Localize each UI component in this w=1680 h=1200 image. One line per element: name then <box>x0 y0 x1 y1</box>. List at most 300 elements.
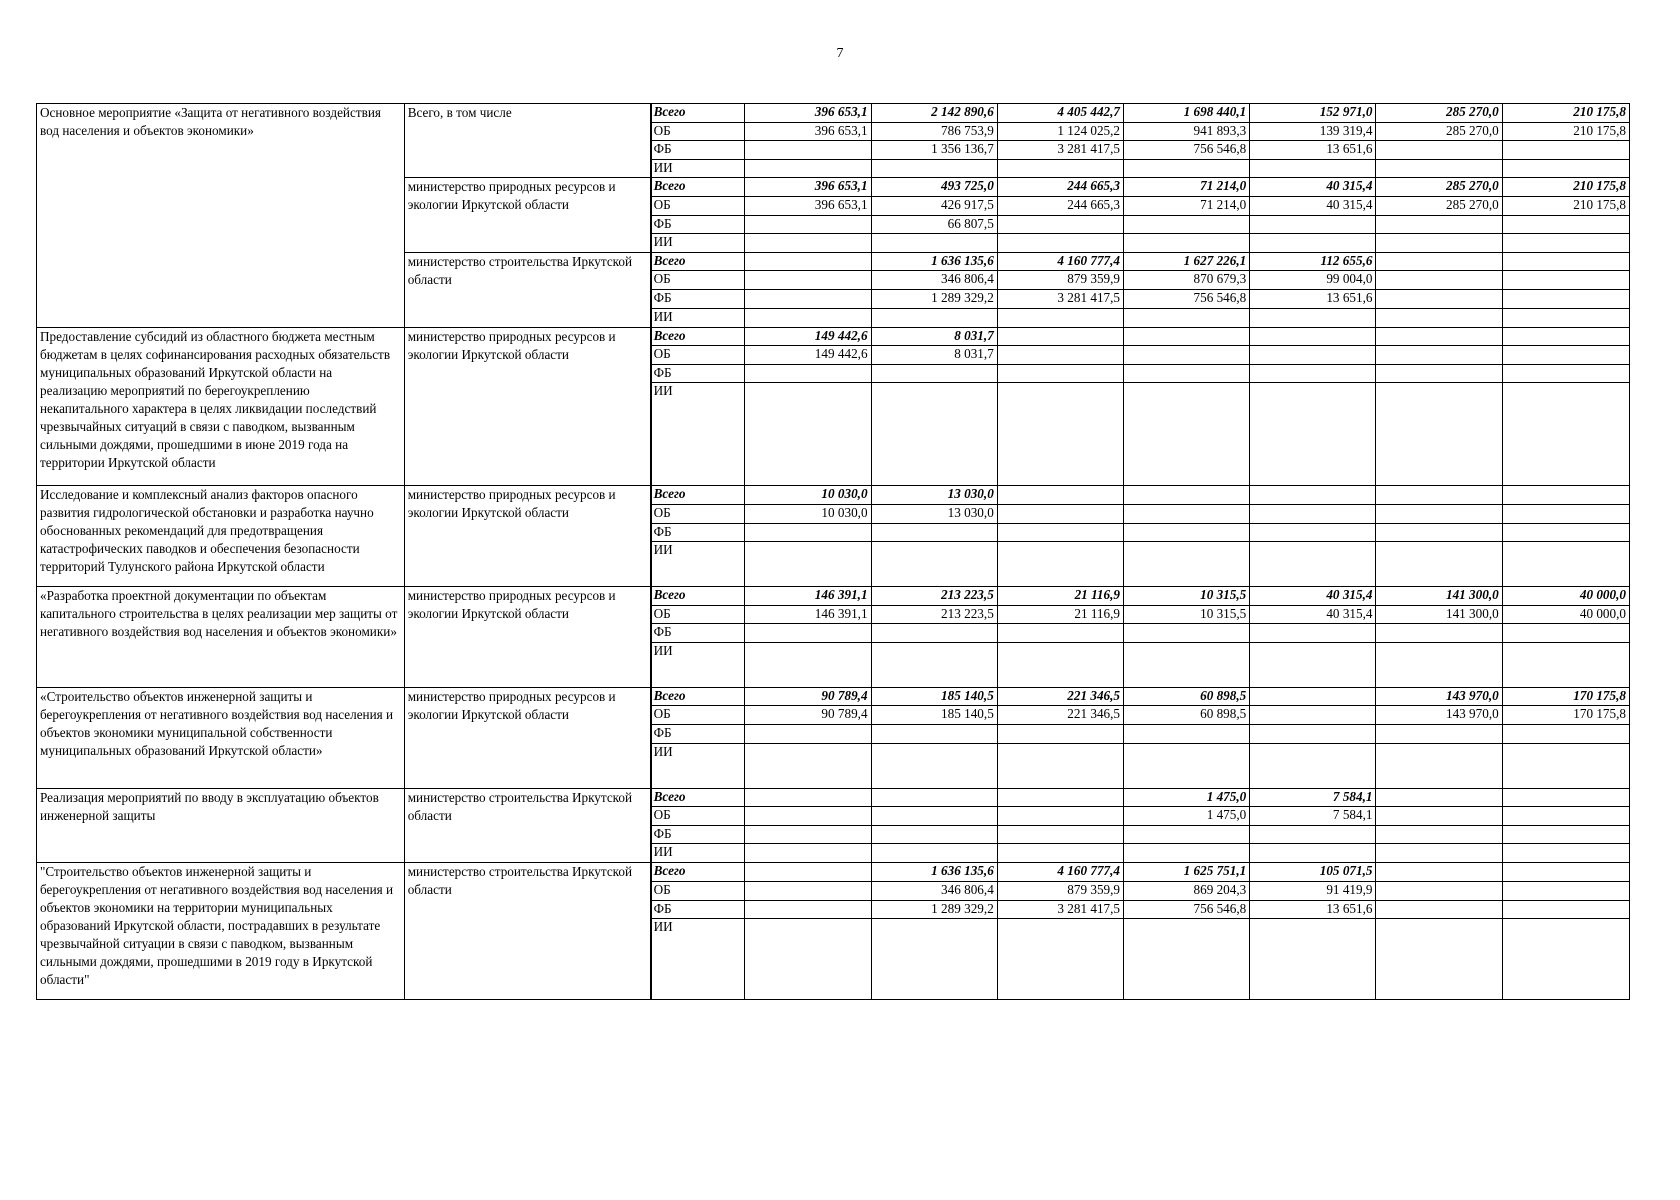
amount-cell <box>1376 234 1502 253</box>
funding-source: ФБ <box>651 725 745 744</box>
amount-cell: 60 898,5 <box>1124 687 1250 706</box>
amount-cell: 285 270,0 <box>1376 196 1502 215</box>
amount-cell <box>1250 346 1376 365</box>
amount-cell <box>997 504 1123 523</box>
amount-cell: 4 405 442,7 <box>997 104 1123 123</box>
amount-cell <box>1502 271 1629 290</box>
amount-cell <box>871 788 997 807</box>
amount-cell <box>871 844 997 863</box>
amount-cell: 1 636 135,6 <box>871 252 997 271</box>
funding-source: Всего <box>651 327 745 346</box>
amount-cell <box>997 346 1123 365</box>
amount-cell: 7 584,1 <box>1250 807 1376 826</box>
amount-cell <box>1376 788 1502 807</box>
executor-name: министерство природных ресурсов и экологии Иркутской области <box>404 327 650 486</box>
amount-cell: 285 270,0 <box>1376 104 1502 123</box>
amount-cell: 210 175,8 <box>1502 196 1629 215</box>
amount-cell <box>997 486 1123 505</box>
amount-cell <box>1124 844 1250 863</box>
amount-cell <box>1502 141 1629 160</box>
amount-cell <box>745 743 871 788</box>
funding-source: ИИ <box>651 919 745 1000</box>
amount-cell <box>1376 900 1502 919</box>
amount-cell <box>997 215 1123 234</box>
amount-cell <box>1250 542 1376 587</box>
amount-cell <box>997 383 1123 486</box>
amount-cell: 1 625 751,1 <box>1124 863 1250 882</box>
amount-cell: 91 419,9 <box>1250 882 1376 901</box>
amount-cell <box>1250 624 1376 643</box>
amount-cell <box>1376 743 1502 788</box>
amount-cell <box>1124 215 1250 234</box>
amount-cell <box>745 252 871 271</box>
amount-cell: 396 653,1 <box>745 122 871 141</box>
funding-source: ОБ <box>651 706 745 725</box>
funding-source: ОБ <box>651 504 745 523</box>
amount-cell: 112 655,6 <box>1250 252 1376 271</box>
amount-cell <box>1502 825 1629 844</box>
amount-cell <box>1250 523 1376 542</box>
table-row <box>37 863 1630 882</box>
amount-cell <box>871 308 997 327</box>
amount-cell <box>1124 523 1250 542</box>
amount-cell <box>1376 504 1502 523</box>
amount-cell <box>1502 807 1629 826</box>
amount-cell <box>1124 725 1250 744</box>
funding-source: ИИ <box>651 234 745 253</box>
amount-cell: 152 971,0 <box>1250 104 1376 123</box>
amount-cell <box>745 882 871 901</box>
amount-cell: 2 142 890,6 <box>871 104 997 123</box>
amount-cell: 4 160 777,4 <box>997 252 1123 271</box>
amount-cell <box>745 919 871 1000</box>
funding-source: ИИ <box>651 542 745 587</box>
amount-cell <box>1502 844 1629 863</box>
amount-cell <box>1124 486 1250 505</box>
amount-cell <box>997 542 1123 587</box>
funding-source: ОБ <box>651 122 745 141</box>
amount-cell <box>1502 900 1629 919</box>
funding-source: ФБ <box>651 364 745 383</box>
amount-cell: 185 140,5 <box>871 687 997 706</box>
table-row <box>37 788 1630 807</box>
funding-source: ИИ <box>651 308 745 327</box>
amount-cell: 346 806,4 <box>871 882 997 901</box>
amount-cell: 879 359,9 <box>997 882 1123 901</box>
amount-cell <box>1502 523 1629 542</box>
amount-cell <box>1376 863 1502 882</box>
funding-source: Всего <box>651 587 745 606</box>
amount-cell <box>1376 346 1502 365</box>
amount-cell <box>745 642 871 687</box>
amount-cell: 10 315,5 <box>1124 587 1250 606</box>
amount-cell <box>1502 624 1629 643</box>
amount-cell: 1 124 025,2 <box>997 122 1123 141</box>
amount-cell <box>1502 346 1629 365</box>
amount-cell <box>1250 159 1376 178</box>
amount-cell <box>1376 542 1502 587</box>
funding-source: ОБ <box>651 807 745 826</box>
amount-cell <box>1502 725 1629 744</box>
amount-cell <box>1124 919 1250 1000</box>
amount-cell <box>1376 327 1502 346</box>
amount-cell: 10 315,5 <box>1124 605 1250 624</box>
amount-cell <box>997 624 1123 643</box>
amount-cell <box>1502 919 1629 1000</box>
amount-cell <box>1502 252 1629 271</box>
executor-name: Всего, в том числе <box>404 104 650 178</box>
amount-cell <box>745 844 871 863</box>
amount-cell: 40 315,4 <box>1250 605 1376 624</box>
amount-cell <box>997 919 1123 1000</box>
amount-cell <box>1250 234 1376 253</box>
amount-cell <box>1376 807 1502 826</box>
amount-cell: 40 315,4 <box>1250 178 1376 197</box>
amount-cell: 13 030,0 <box>871 504 997 523</box>
amount-cell <box>1376 271 1502 290</box>
amount-cell: 139 319,4 <box>1250 122 1376 141</box>
amount-cell <box>1376 289 1502 308</box>
funding-source: ИИ <box>651 159 745 178</box>
funding-source: ОБ <box>651 882 745 901</box>
table-row <box>37 687 1630 706</box>
funding-source: ФБ <box>651 141 745 160</box>
amount-cell <box>745 289 871 308</box>
amount-cell <box>1250 486 1376 505</box>
amount-cell: 221 346,5 <box>997 687 1123 706</box>
amount-cell <box>1124 624 1250 643</box>
amount-cell <box>1250 844 1376 863</box>
amount-cell <box>1502 504 1629 523</box>
amount-cell <box>1124 542 1250 587</box>
amount-cell: 60 898,5 <box>1124 706 1250 725</box>
funding-source: Всего <box>651 863 745 882</box>
amount-cell <box>1124 825 1250 844</box>
amount-cell: 1 475,0 <box>1124 788 1250 807</box>
amount-cell <box>871 624 997 643</box>
executor-name: министерство природных ресурсов и экологии Иркутской области <box>404 687 650 788</box>
amount-cell <box>1376 252 1502 271</box>
amount-cell <box>1502 882 1629 901</box>
amount-cell <box>1376 308 1502 327</box>
funding-source: ФБ <box>651 523 745 542</box>
amount-cell <box>997 523 1123 542</box>
amount-cell <box>1124 364 1250 383</box>
funding-source: ИИ <box>651 844 745 863</box>
amount-cell: 40 315,4 <box>1250 196 1376 215</box>
amount-cell: 1 475,0 <box>1124 807 1250 826</box>
amount-cell <box>1502 486 1629 505</box>
amount-cell <box>1124 346 1250 365</box>
amount-cell <box>1376 215 1502 234</box>
amount-cell <box>745 523 871 542</box>
amount-cell: 870 679,3 <box>1124 271 1250 290</box>
amount-cell <box>745 807 871 826</box>
amount-cell <box>745 383 871 486</box>
amount-cell: 7 584,1 <box>1250 788 1376 807</box>
amount-cell <box>1376 825 1502 844</box>
amount-cell <box>871 542 997 587</box>
amount-cell <box>745 863 871 882</box>
table-body <box>37 104 1630 1000</box>
amount-cell: 8 031,7 <box>871 327 997 346</box>
amount-cell: 13 651,6 <box>1250 289 1376 308</box>
amount-cell: 4 160 777,4 <box>997 863 1123 882</box>
amount-cell <box>1376 364 1502 383</box>
amount-cell: 13 651,6 <box>1250 900 1376 919</box>
amount-cell <box>997 308 1123 327</box>
amount-cell: 146 391,1 <box>745 605 871 624</box>
amount-cell <box>745 215 871 234</box>
amount-cell: 756 546,8 <box>1124 289 1250 308</box>
amount-cell <box>997 327 1123 346</box>
amount-cell: 149 442,6 <box>745 327 871 346</box>
amount-cell: 21 116,9 <box>997 605 1123 624</box>
amount-cell: 146 391,1 <box>745 587 871 606</box>
amount-cell <box>1376 486 1502 505</box>
amount-cell: 213 223,5 <box>871 587 997 606</box>
activity-description: «Разработка проектной документации по объектам капитального строительства в целях реализации мер защиты от негативного воздействия вод населения и объектов экономики» <box>37 587 405 688</box>
amount-cell <box>997 234 1123 253</box>
amount-cell: 396 653,1 <box>745 178 871 197</box>
amount-cell <box>1502 308 1629 327</box>
table-row <box>37 486 1630 505</box>
amount-cell <box>1502 642 1629 687</box>
amount-cell <box>871 642 997 687</box>
amount-cell <box>745 271 871 290</box>
funding-source: ОБ <box>651 271 745 290</box>
amount-cell: 941 893,3 <box>1124 122 1250 141</box>
amount-cell <box>871 383 997 486</box>
amount-cell <box>745 141 871 160</box>
amount-cell: 90 789,4 <box>745 706 871 725</box>
amount-cell <box>745 624 871 643</box>
amount-cell <box>1376 383 1502 486</box>
amount-cell <box>745 234 871 253</box>
amount-cell <box>745 900 871 919</box>
amount-cell: 71 214,0 <box>1124 196 1250 215</box>
amount-cell: 21 116,9 <box>997 587 1123 606</box>
amount-cell: 10 030,0 <box>745 486 871 505</box>
amount-cell: 13 651,6 <box>1250 141 1376 160</box>
amount-cell <box>1502 743 1629 788</box>
amount-cell <box>1502 327 1629 346</box>
activity-description: Реализация мероприятий по вводу в эксплуатацию объектов инженерной защиты <box>37 788 405 863</box>
amount-cell: 756 546,8 <box>1124 900 1250 919</box>
amount-cell <box>1124 743 1250 788</box>
funding-source: ОБ <box>651 196 745 215</box>
amount-cell <box>997 642 1123 687</box>
funding-table <box>36 103 1630 1000</box>
amount-cell <box>1502 159 1629 178</box>
amount-cell <box>1376 725 1502 744</box>
amount-cell: 210 175,8 <box>1502 104 1629 123</box>
amount-cell <box>871 234 997 253</box>
amount-cell <box>1250 743 1376 788</box>
executor-name: министерство природных ресурсов и экологии Иркутской области <box>404 178 650 252</box>
funding-source: ИИ <box>651 383 745 486</box>
amount-cell <box>1124 383 1250 486</box>
amount-cell <box>1502 542 1629 587</box>
funding-source: ФБ <box>651 289 745 308</box>
amount-cell <box>997 159 1123 178</box>
amount-cell: 879 359,9 <box>997 271 1123 290</box>
amount-cell <box>997 844 1123 863</box>
amount-cell <box>1376 882 1502 901</box>
executor-name: министерство природных ресурсов и экологии Иркутской области <box>404 486 650 587</box>
amount-cell: 141 300,0 <box>1376 587 1502 606</box>
amount-cell <box>1124 159 1250 178</box>
executor-name: министерство строительства Иркутской области <box>404 863 650 1000</box>
amount-cell: 221 346,5 <box>997 706 1123 725</box>
amount-cell: 3 281 417,5 <box>997 900 1123 919</box>
amount-cell: 1 289 329,2 <box>871 900 997 919</box>
page-number: 7 <box>836 46 844 61</box>
amount-cell: 40 000,0 <box>1502 587 1629 606</box>
amount-cell <box>745 364 871 383</box>
amount-cell <box>871 743 997 788</box>
funding-source: ФБ <box>651 624 745 643</box>
amount-cell: 285 270,0 <box>1376 122 1502 141</box>
amount-cell: 170 175,8 <box>1502 706 1629 725</box>
amount-cell <box>1502 863 1629 882</box>
activity-description: Основное мероприятие «Защита от негативного воздействия вод населения и объектов экономики» <box>37 104 405 328</box>
amount-cell <box>1502 234 1629 253</box>
amount-cell: 396 653,1 <box>745 196 871 215</box>
amount-cell <box>745 542 871 587</box>
amount-cell: 8 031,7 <box>871 346 997 365</box>
amount-cell <box>745 788 871 807</box>
amount-cell <box>1502 215 1629 234</box>
amount-cell <box>1124 504 1250 523</box>
table-row <box>37 587 1630 606</box>
amount-cell <box>997 743 1123 788</box>
funding-source: Всего <box>651 178 745 197</box>
amount-cell: 1 698 440,1 <box>1124 104 1250 123</box>
amount-cell <box>1250 383 1376 486</box>
amount-cell: 493 725,0 <box>871 178 997 197</box>
amount-cell: 40 315,4 <box>1250 587 1376 606</box>
amount-cell: 185 140,5 <box>871 706 997 725</box>
amount-cell <box>745 159 871 178</box>
amount-cell <box>1250 825 1376 844</box>
funding-source: ОБ <box>651 346 745 365</box>
amount-cell <box>1250 687 1376 706</box>
amount-cell: 210 175,8 <box>1502 178 1629 197</box>
amount-cell: 210 175,8 <box>1502 122 1629 141</box>
amount-cell <box>1376 642 1502 687</box>
amount-cell <box>1124 234 1250 253</box>
amount-cell <box>871 159 997 178</box>
amount-cell <box>745 825 871 844</box>
activity-description: Исследование и комплексный анализ факторов опасного развития гидрологической обстановки и разработка научно обоснованных рекомендаций для предотвращения катастрофических паводков и обеспечения безопасности территорий Тулунского района Иркутской области <box>37 486 405 587</box>
amount-cell: 99 004,0 <box>1250 271 1376 290</box>
funding-source: ФБ <box>651 825 745 844</box>
funding-source: ФБ <box>651 215 745 234</box>
amount-cell <box>997 788 1123 807</box>
amount-cell: 143 970,0 <box>1376 687 1502 706</box>
funding-source: ИИ <box>651 743 745 788</box>
amount-cell <box>745 725 871 744</box>
amount-cell <box>1502 383 1629 486</box>
activity-description: Предоставление субсидий из областного бюджета местным бюджетам в целях софинансирования расходных обязательств муниципальных образований Иркутской области на реализацию мероприятий по берегоукреплению некапитального характера в целях ликвидации последствий чрезвычайных ситуаций в связи с паводком, вызванным сильными дождями, прошедшими в июне 2019 года на территории Иркутской области <box>37 327 405 486</box>
activity-description: "Строительство объектов инженерной защиты и берегоукрепления от негативного воздействия вод населения и объектов экономики на территории муниципальных образований Иркутской области, пострадавших в результате чрезвычайной ситуации в связи с паводком, вызванным сильными дождями, прошедшими в 2019 году в Иркутской области" <box>37 863 405 1000</box>
amount-cell: 396 653,1 <box>745 104 871 123</box>
amount-cell <box>1376 159 1502 178</box>
amount-cell: 3 281 417,5 <box>997 289 1123 308</box>
amount-cell: 1 627 226,1 <box>1124 252 1250 271</box>
executor-name: министерство строительства Иркутской области <box>404 252 650 327</box>
executor-name: министерство природных ресурсов и экологии Иркутской области <box>404 587 650 688</box>
amount-cell: 71 214,0 <box>1124 178 1250 197</box>
amount-cell <box>1250 364 1376 383</box>
amount-cell: 3 281 417,5 <box>997 141 1123 160</box>
amount-cell: 1 636 135,6 <box>871 863 997 882</box>
amount-cell: 426 917,5 <box>871 196 997 215</box>
funding-source: ИИ <box>651 642 745 687</box>
table-row <box>37 327 1630 346</box>
amount-cell: 1 356 136,7 <box>871 141 997 160</box>
activity-description: «Строительство объектов инженерной защиты и берегоукрепления от негативного воздействия вод населения и объектов экономики муниципальной собственности муниципальных образований Иркутской области» <box>37 687 405 788</box>
amount-cell: 869 204,3 <box>1124 882 1250 901</box>
amount-cell <box>997 364 1123 383</box>
table-row <box>37 104 1630 123</box>
amount-cell <box>871 825 997 844</box>
amount-cell <box>1250 706 1376 725</box>
amount-cell <box>1250 919 1376 1000</box>
amount-cell <box>745 308 871 327</box>
funding-source: Всего <box>651 252 745 271</box>
amount-cell <box>1502 788 1629 807</box>
amount-cell: 141 300,0 <box>1376 605 1502 624</box>
amount-cell <box>871 919 997 1000</box>
amount-cell: 244 665,3 <box>997 178 1123 197</box>
amount-cell: 170 175,8 <box>1502 687 1629 706</box>
amount-cell: 346 806,4 <box>871 271 997 290</box>
amount-cell: 90 789,4 <box>745 687 871 706</box>
amount-cell <box>1124 308 1250 327</box>
amount-cell <box>871 725 997 744</box>
funding-source: ОБ <box>651 605 745 624</box>
amount-cell <box>1250 642 1376 687</box>
amount-cell <box>1250 215 1376 234</box>
amount-cell: 1 289 329,2 <box>871 289 997 308</box>
amount-cell: 10 030,0 <box>745 504 871 523</box>
amount-cell: 66 807,5 <box>871 215 997 234</box>
funding-source: Всего <box>651 104 745 123</box>
executor-name: министерство строительства Иркутской области <box>404 788 650 863</box>
amount-cell: 213 223,5 <box>871 605 997 624</box>
amount-cell: 105 071,5 <box>1250 863 1376 882</box>
amount-cell: 13 030,0 <box>871 486 997 505</box>
amount-cell <box>1376 523 1502 542</box>
amount-cell <box>1124 642 1250 687</box>
amount-cell: 143 970,0 <box>1376 706 1502 725</box>
amount-cell <box>1376 844 1502 863</box>
amount-cell: 756 546,8 <box>1124 141 1250 160</box>
amount-cell <box>1250 327 1376 346</box>
funding-source: Всего <box>651 788 745 807</box>
amount-cell <box>997 807 1123 826</box>
amount-cell <box>1502 289 1629 308</box>
amount-cell <box>871 807 997 826</box>
amount-cell <box>1502 364 1629 383</box>
amount-cell: 285 270,0 <box>1376 178 1502 197</box>
amount-cell <box>1124 327 1250 346</box>
amount-cell <box>1376 141 1502 160</box>
amount-cell <box>1250 504 1376 523</box>
amount-cell <box>871 523 997 542</box>
